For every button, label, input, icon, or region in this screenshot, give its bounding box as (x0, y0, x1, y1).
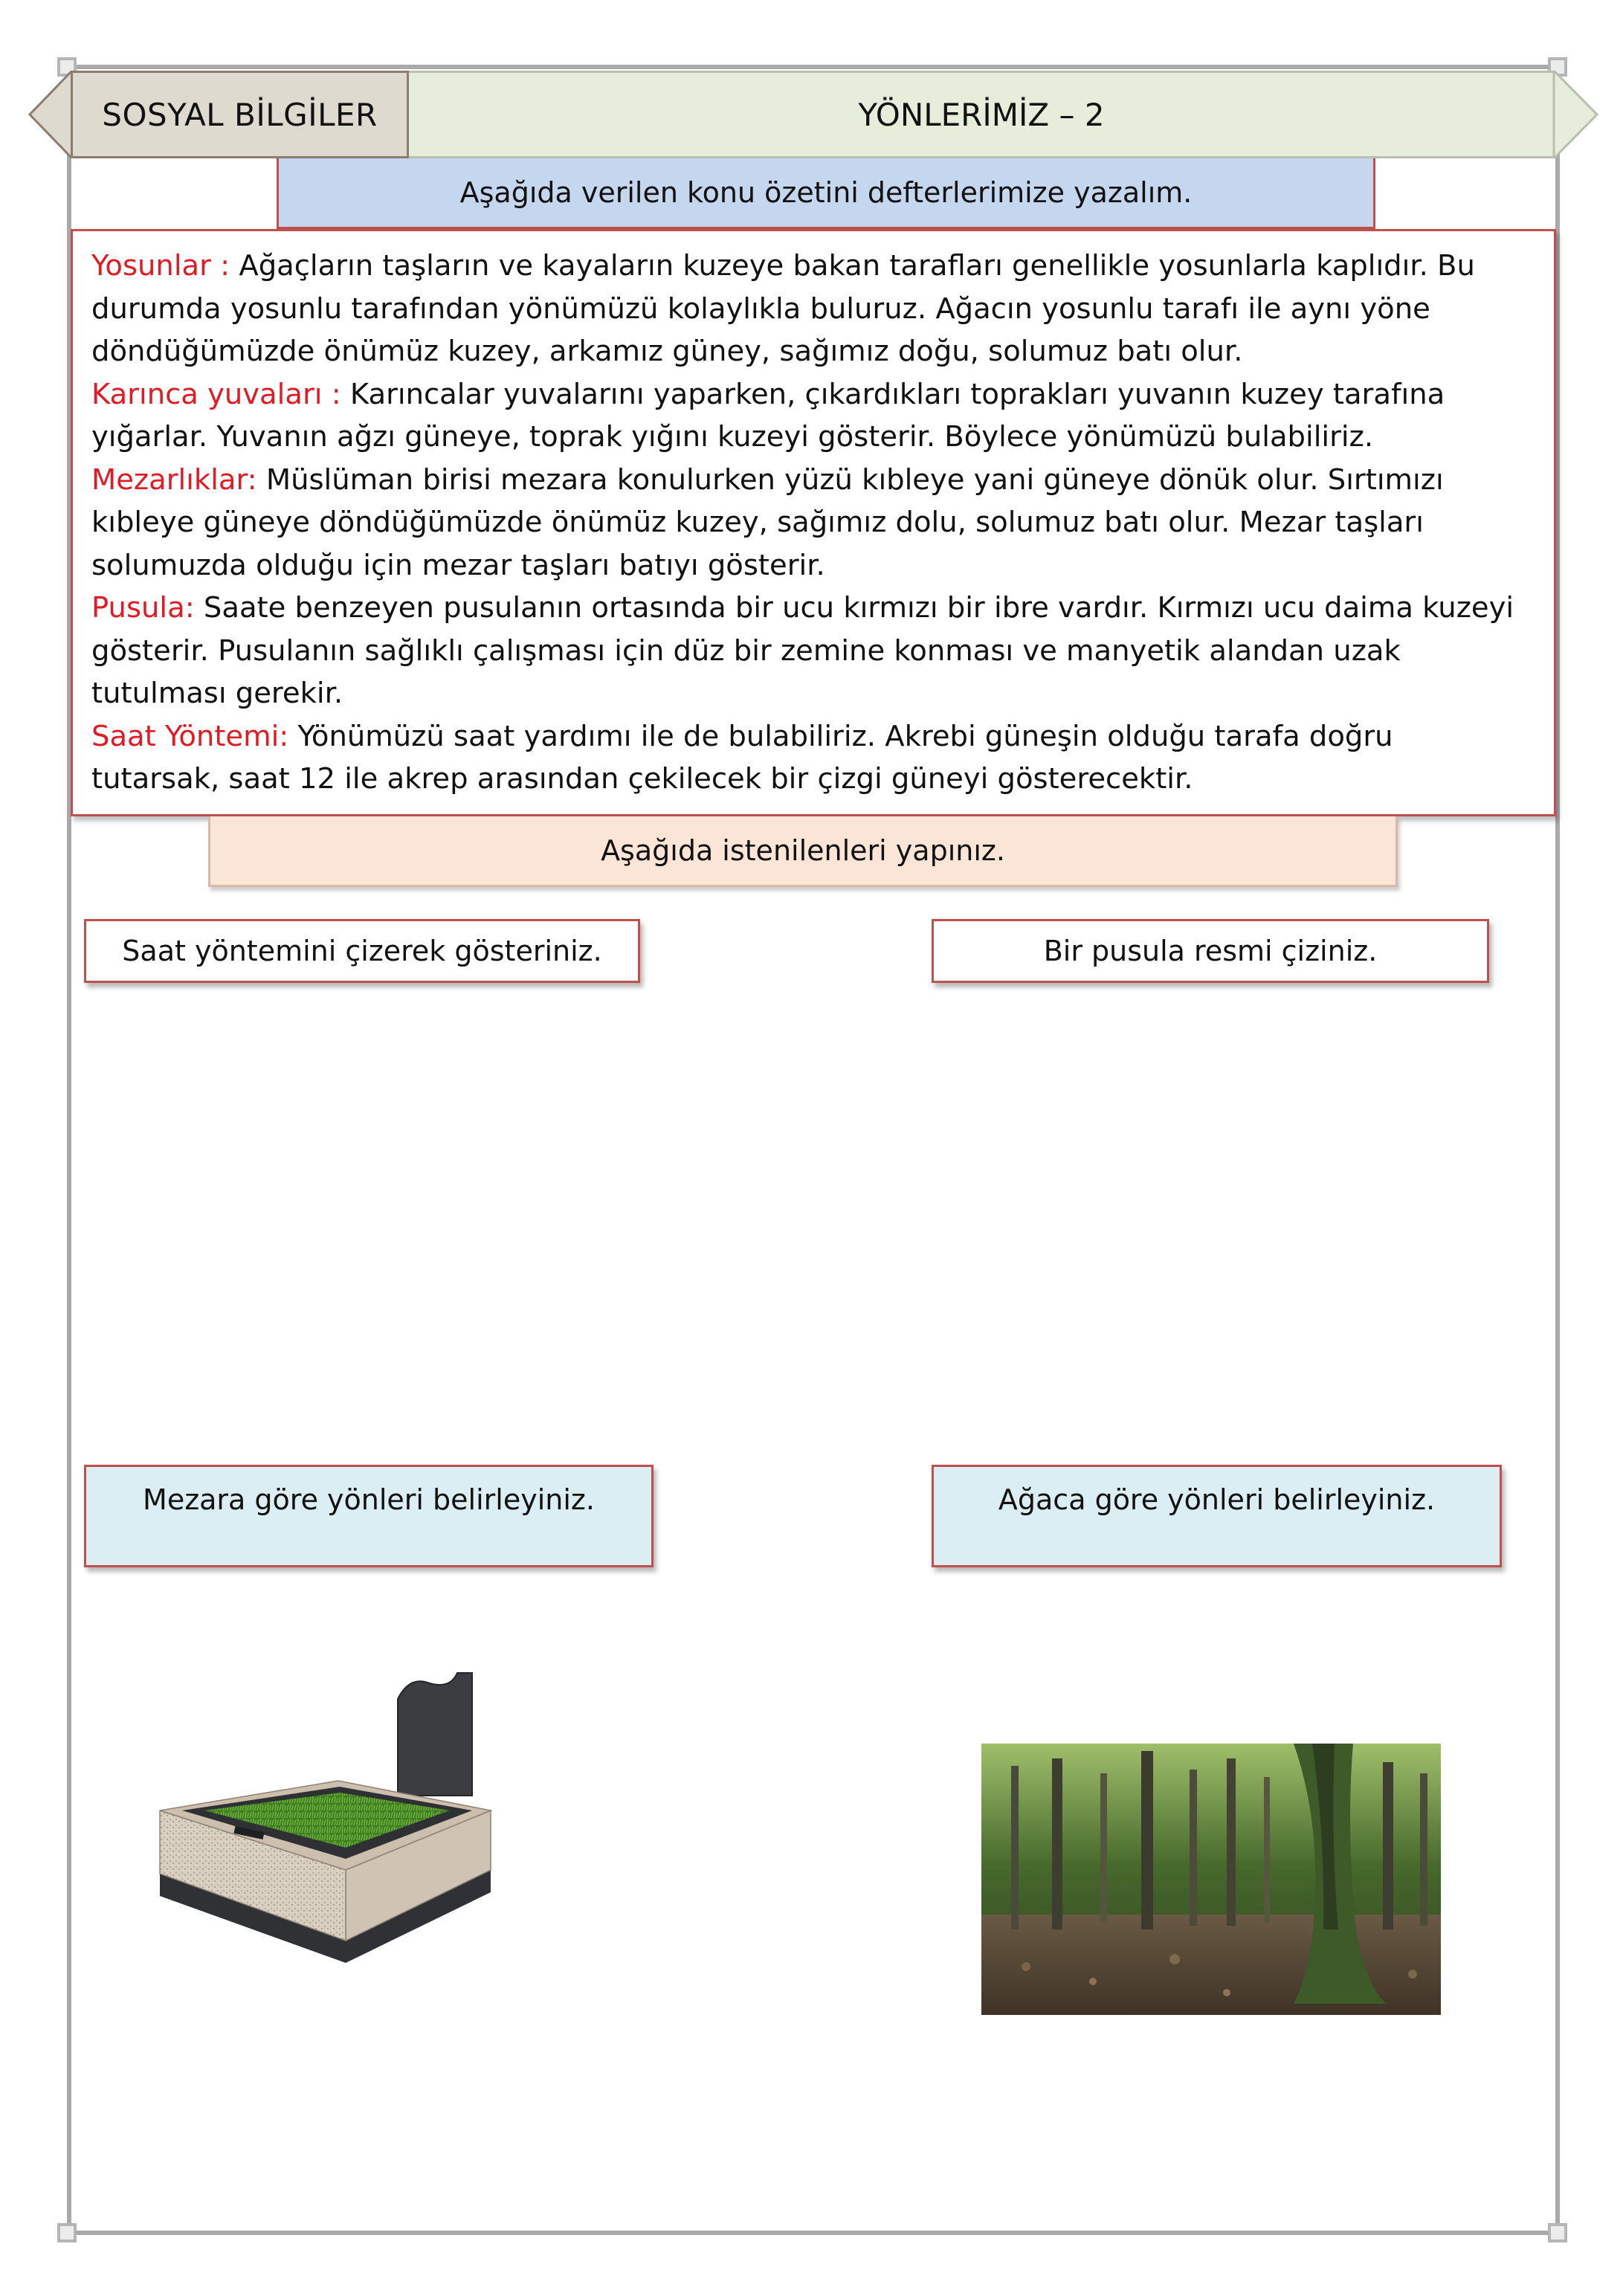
frame-corner-bottom-right (1548, 2223, 1567, 2242)
page-frame-bottom (67, 2231, 1560, 2235)
instruction-copy-text: Aşağıda verilen konu özetini defterlerimize yazalım. (459, 176, 1193, 209)
summary-line: kıbleye güneye döndüğümüzde önümüz kuzey, sağımız dolu, solumuz batı olur. Mezar taşları (91, 506, 1424, 539)
summary-line: Yosunlar : Ağaçların taşların ve kayaların kuzeye bakan tarafları genellikle yosunlarla kaplıdır. Bu (91, 249, 1475, 283)
summary-line: Pusula: Saate benzeyen pusulanın ortasında bir ucu kırmızı bir ibre vardır. Kırmızı ucu daima kuzeyi (91, 591, 1514, 625)
topic-summary-box (71, 229, 1556, 816)
summary-line: tutarsak, saat 12 ile akrep arasından çekilecek bir çizgi güneyi gösterecektir. (91, 762, 1193, 796)
grave-illustration (145, 1669, 524, 1967)
worksheet-title (409, 71, 1554, 158)
summary-line: Saat Yöntemi: Yönümüzü saat yardımı ile de bulabiliriz. Akrebi güneşin olduğu tarafa doğru (91, 719, 1393, 753)
summary-keyword: Saat Yöntemi: (91, 719, 289, 753)
header-left-arrow (0, 71, 74, 158)
summary-line: döndüğümüzde önümüz kuzey, arkamız güney, sağımız doğu, solumuz batı olur. (91, 335, 1243, 368)
task-clock-method (84, 919, 640, 983)
summary-line: durumda yosunlu tarafından yönümüzü kolaylıkla buluruz. Ağacın yosunlu tarafı ile aynı yöne (91, 291, 1430, 326)
summary-line: solumuzda olduğu için mezar taşları batıyı gösterir. (91, 548, 825, 582)
task-compass-text: Bir pusula resmi çiziniz. (1043, 935, 1378, 967)
summary-keyword: Karınca yuvaları : (91, 377, 341, 411)
page-frame-top (67, 65, 1560, 69)
frame-corner-bottom-left (57, 2223, 77, 2242)
task-draw-compass (932, 919, 1489, 983)
task-grave-text: Mezara göre yönleri belirleyiniz. (143, 1483, 595, 1516)
instruction-copy-banner (277, 158, 1375, 229)
summary-keyword: Pusula: (91, 591, 195, 625)
summary-keyword: Mezarlıklar: (91, 462, 257, 497)
header-right-arrow (1552, 71, 1623, 158)
task-tree-directions (932, 1465, 1502, 1567)
summary-line: Mezarlıklar: Müslüman birisi mezara konulurken yüzü kıbleye yani güneye dönük olur. Sırtımızı (91, 462, 1444, 497)
subject-label (71, 71, 409, 158)
task-tree-text: Ağaca göre yönleri belirleyiniz. (998, 1483, 1436, 1516)
summary-line: Karınca yuvaları : Karıncalar yuvalarını yaparken, çıkardıkları toprakları yuvanın kuzey tarafına (91, 377, 1445, 411)
instruction-tasks-banner (208, 816, 1398, 887)
summary-line: tutulması gerekir. (91, 677, 343, 710)
forest-photo (981, 1744, 1441, 2015)
task-grave-directions (84, 1465, 654, 1567)
task-clock-text: Saat yöntemini çizerek gösteriniz. (122, 935, 602, 967)
instruction-tasks-text: Aşağıda istenilenleri yapınız. (601, 834, 1005, 867)
subject-text: SOSYAL BİLGİLER (102, 96, 378, 133)
summary-line: gösterir. Pusulanın sağlıklı çalışması için düz bir zemine konması ve manyetik alandan uzak (91, 633, 1401, 668)
summary-keyword: Yosunlar : (91, 249, 230, 283)
summary-line: yığarlar. Yuvanın ağzı güneye, toprak yığını kuzeyi gösterir. Böylece yönümüzü bulabiliriz. (91, 420, 1374, 454)
worksheet-title-text: YÖNLERİMİZ – 2 (858, 96, 1105, 133)
